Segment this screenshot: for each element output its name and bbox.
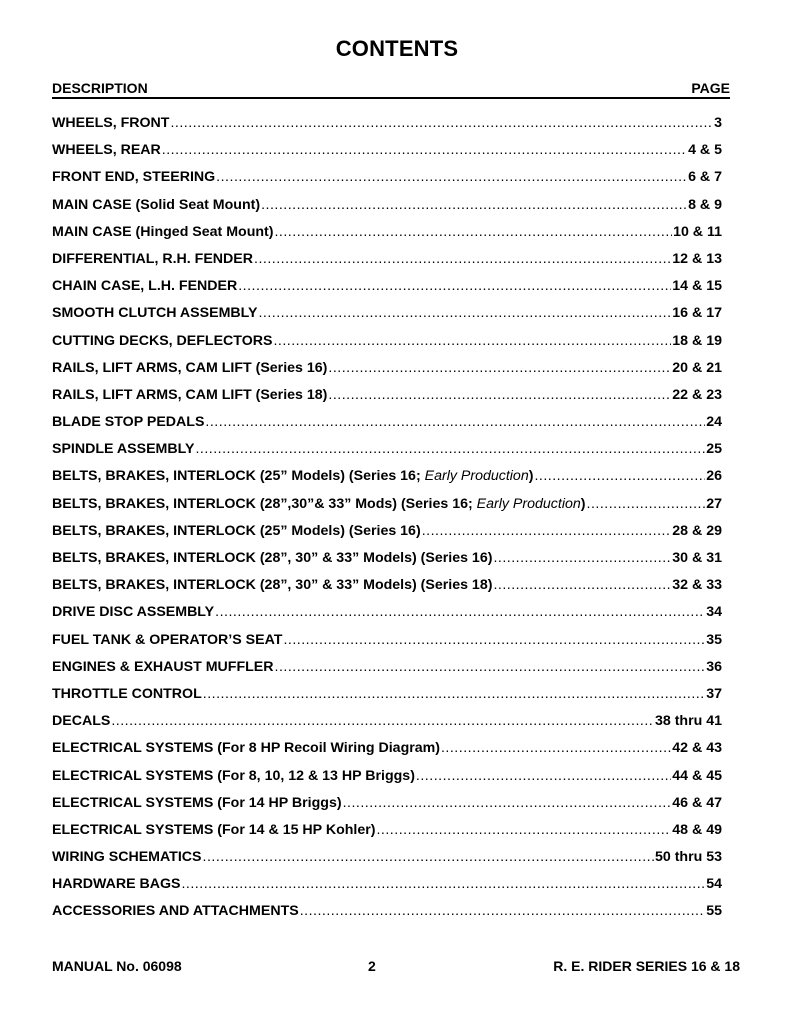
- page-column-label: PAGE: [691, 80, 730, 96]
- toc-entry-page: 6 & 7: [688, 169, 722, 186]
- toc-entry-description: RAILS, LIFT ARMS, CAM LIFT (Series 16): [52, 359, 328, 376]
- toc-entry: [52, 303, 722, 330]
- toc-entry: [52, 684, 722, 711]
- toc-entry: [52, 630, 722, 657]
- toc-entry-page: 16 & 17: [672, 305, 722, 322]
- dot-leader: [493, 548, 671, 568]
- toc-entry: [52, 494, 722, 521]
- dot-leader: [205, 412, 705, 432]
- toc-entry-page: 37: [706, 685, 722, 702]
- page-number: 2: [368, 958, 376, 974]
- toc-entry-page: 3: [714, 115, 722, 131]
- toc-entry-page: 28 & 29: [672, 522, 722, 539]
- toc-entry-description: MAIN CASE (Hinged Seat Mount): [52, 223, 274, 240]
- toc-entry: [52, 358, 722, 385]
- manual-number: MANUAL No. 06098: [52, 958, 182, 974]
- dot-leader: [216, 167, 687, 187]
- dot-leader: [441, 738, 671, 758]
- toc-entry-description: DRIVE DISC ASSEMBLY: [52, 604, 215, 621]
- toc-entry-description: SPINDLE ASSEMBLY: [52, 441, 195, 458]
- toc-entry-description: MAIN CASE (Solid Seat Mount): [52, 196, 261, 213]
- toc-entry-page: 38 thru 41: [654, 713, 722, 730]
- toc-entry: [52, 738, 722, 765]
- dot-leader: [215, 602, 705, 622]
- toc-entry: [52, 113, 722, 140]
- toc-entry-description: DECALS: [52, 713, 111, 730]
- toc-entry-description: ELECTRICAL SYSTEMS (For 8, 10, 12 & 13 HP Briggs): [52, 767, 415, 784]
- dot-leader: [376, 820, 671, 840]
- toc-entry: [52, 657, 722, 684]
- toc-entry: [52, 412, 722, 439]
- toc-entry: [52, 548, 722, 575]
- toc-entry: [52, 331, 722, 358]
- toc-entry-page: 12 & 13: [672, 250, 722, 267]
- dot-leader: [493, 575, 671, 595]
- dot-leader: [274, 222, 672, 242]
- table-of-contents: [52, 113, 722, 929]
- toc-entry-page: 55: [706, 903, 722, 920]
- toc-entry: [52, 711, 722, 738]
- toc-entry-page: 20 & 21: [672, 359, 722, 376]
- toc-entry-page: 35: [706, 631, 722, 648]
- dot-leader: [343, 793, 672, 813]
- toc-entry-page: 26: [706, 468, 722, 485]
- toc-entry-page: 32 & 33: [672, 577, 722, 594]
- toc-entry: [52, 766, 722, 793]
- toc-entry: [52, 276, 722, 303]
- toc-entry-description: ELECTRICAL SYSTEMS (For 14 HP Briggs): [52, 794, 342, 811]
- dot-leader: [111, 711, 654, 731]
- toc-entry-note: Early Production: [424, 468, 529, 485]
- dot-leader: [258, 303, 671, 323]
- toc-entry-page: 10 & 11: [673, 223, 722, 240]
- toc-entry-description: ACCESSORIES AND ATTACHMENTS: [52, 903, 299, 920]
- toc-entry: [52, 195, 722, 222]
- dot-leader: [203, 684, 705, 704]
- toc-entry: [52, 466, 722, 493]
- dot-leader: [273, 331, 671, 351]
- series-label: R. E. RIDER SERIES 16 & 18: [553, 958, 740, 974]
- toc-entry: [52, 901, 722, 928]
- toc-entry-description: BLADE STOP PEDALS: [52, 414, 205, 431]
- toc-entry-description: BELTS, BRAKES, INTERLOCK (25” Models) (Series 16; Early Production): [52, 468, 534, 485]
- toc-entry: [52, 575, 722, 602]
- toc-entry: [52, 847, 722, 874]
- toc-entry-description: DIFFERENTIAL, R.H. FENDER: [52, 250, 253, 267]
- toc-entry-description: FRONT END, STEERING: [52, 169, 216, 186]
- toc-entry: [52, 249, 722, 276]
- toc-entry-description: CHAIN CASE, L.H. FENDER: [52, 278, 238, 295]
- dot-leader: [261, 195, 687, 215]
- toc-entry-description: BELTS, BRAKES, INTERLOCK (28”, 30” & 33” Models) (Series 16): [52, 550, 493, 566]
- dot-leader: [275, 657, 706, 677]
- toc-entry-page: 24: [706, 414, 722, 431]
- toc-entry-page: 27: [706, 495, 722, 512]
- dot-leader: [203, 847, 654, 867]
- dot-leader: [283, 630, 705, 650]
- toc-entry: [52, 222, 722, 249]
- toc-entry-page: 25: [706, 441, 722, 458]
- toc-entry-page: 42 & 43: [672, 740, 722, 757]
- toc-entry-page: 18 & 19: [672, 332, 722, 349]
- toc-entry-description: WHEELS, REAR: [52, 142, 161, 159]
- toc-entry: [52, 820, 722, 847]
- page-title: CONTENTS: [335, 36, 459, 61]
- toc-entry-page: 50 thru 53: [654, 849, 722, 866]
- toc-entry-description: ELECTRICAL SYSTEMS (For 8 HP Recoil Wiring Diagram): [52, 740, 440, 757]
- toc-entry-description: BELTS, BRAKES, INTERLOCK (25” Models) (Series 16): [52, 522, 421, 539]
- toc-entry-description: THROTTLE CONTROL: [52, 685, 202, 702]
- toc-entry-page: 8 & 9: [688, 196, 722, 213]
- toc-entry-description: CUTTING DECKS, DEFLECTORS: [52, 332, 273, 349]
- toc-entry: [52, 439, 722, 466]
- dot-leader: [254, 249, 671, 269]
- dot-leader: [534, 466, 705, 486]
- toc-entry: [52, 602, 722, 629]
- dot-leader: [162, 140, 687, 160]
- toc-entry-description: HARDWARE BAGS: [52, 876, 181, 893]
- dot-leader: [195, 439, 705, 459]
- toc-entry-description: WIRING SCHEMATICS: [52, 849, 202, 866]
- toc-entry-page: 48 & 49: [672, 821, 722, 838]
- toc-entry-page: 54: [706, 876, 722, 893]
- toc-entry-page: 22 & 23: [672, 386, 722, 403]
- dot-leader: [238, 276, 671, 296]
- toc-entry-page: 46 & 47: [672, 794, 722, 811]
- toc-entry-page: 44 & 45: [672, 767, 722, 784]
- toc-entry: [52, 793, 722, 820]
- toc-entry-description: SMOOTH CLUTCH ASSEMBLY: [52, 305, 258, 322]
- dot-leader: [300, 901, 706, 921]
- dot-leader: [587, 494, 706, 514]
- toc-entry-page: 4 & 5: [688, 142, 722, 159]
- toc-entry-description: RAILS, LIFT ARMS, CAM LIFT (Series 18): [52, 386, 328, 403]
- toc-entry-description: WHEELS, FRONT: [52, 115, 170, 131]
- toc-entry: [52, 167, 722, 194]
- toc-entry-description: BELTS, BRAKES, INTERLOCK (28”,30”& 33” Mods) (Series 16; Early Production): [52, 495, 586, 512]
- toc-entry-page: 14 & 15: [672, 278, 722, 295]
- toc-entry-note: Early Production: [476, 495, 581, 512]
- toc-entry-page: 36: [706, 658, 722, 675]
- dot-leader: [422, 521, 672, 541]
- toc-entry: [52, 140, 722, 167]
- toc-entry: [52, 874, 722, 901]
- toc-entry-description: FUEL TANK & OPERATOR’S SEAT: [52, 631, 283, 648]
- column-header: [52, 79, 730, 99]
- toc-entry-description: ELECTRICAL SYSTEMS (For 14 & 15 HP Kohler): [52, 821, 376, 838]
- toc-entry: [52, 521, 722, 548]
- dot-leader: [170, 113, 713, 133]
- dot-leader: [416, 766, 671, 786]
- toc-entry-page: 34: [706, 604, 722, 621]
- description-column-label: DESCRIPTION: [52, 80, 148, 96]
- toc-entry-page: 30 & 31: [672, 550, 722, 566]
- dot-leader: [328, 385, 671, 405]
- toc-entry-description: ENGINES & EXHAUST MUFFLER: [52, 658, 274, 675]
- toc-entry: [52, 385, 722, 412]
- dot-leader: [181, 874, 705, 894]
- dot-leader: [328, 358, 671, 378]
- toc-entry-description: BELTS, BRAKES, INTERLOCK (28”, 30” & 33” Models) (Series 18): [52, 577, 493, 594]
